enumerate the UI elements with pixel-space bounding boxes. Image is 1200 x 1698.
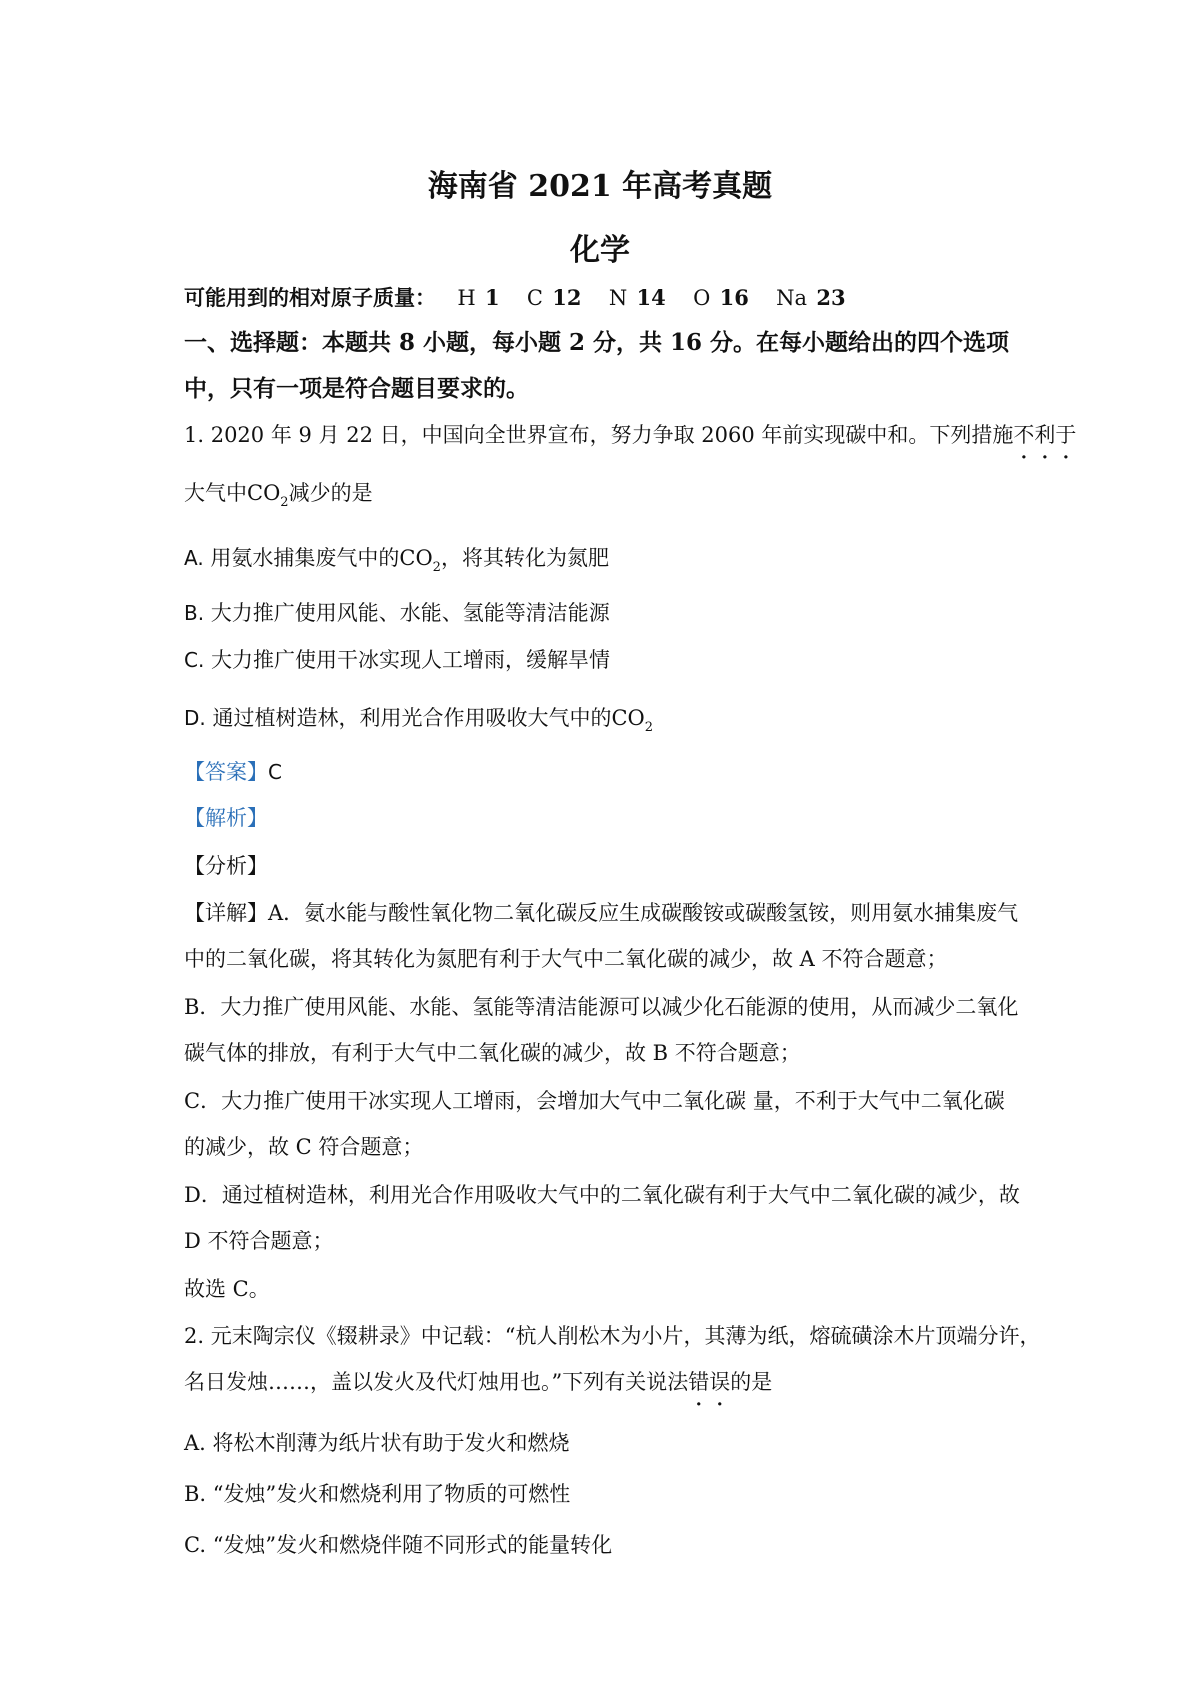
q2-emphasis-char: 误	[709, 1370, 731, 1394]
q2-stem-line2	[184, 1367, 772, 1397]
fenxi-tag: 【分析】	[184, 854, 268, 878]
q1-stem-pre: 大气中	[184, 481, 247, 505]
option-label: B.	[184, 1482, 207, 1506]
option-label: C.	[184, 648, 205, 672]
subject-title: 化学	[570, 233, 630, 268]
option-label: C.	[184, 1533, 206, 1557]
option-text: 大力推广使用干冰实现人工增雨，缓解旱情	[211, 648, 611, 672]
q1-detail-line: 碳气体的排放，有利于大气中二氧化碳的减少，故 B 不符合题意；	[184, 1041, 801, 1065]
element-symbol: H	[457, 286, 476, 310]
element-symbol: N	[608, 286, 628, 310]
q2-stem-line1: 2. 元末陶宗仪《辍耕录》中记载：“杭人削松木为小片，其薄为纸，熔硫磺涂木片顶端分许，	[184, 1324, 1041, 1348]
co2-subscript: 2	[432, 560, 441, 575]
q1-emphasis-char: 于	[1055, 423, 1077, 447]
q1-detail-line: D．通过植树造林，利用光合作用吸收大气中的二氧化碳有利于大气中二氧化碳的减少，故	[184, 1183, 1020, 1207]
q1-stem-line1	[184, 420, 1076, 450]
option-label: A.	[184, 546, 204, 570]
option-text: 通过植树造林，利用光合作用吸收大气中的	[212, 706, 612, 730]
q1-stem-text: 1. 2020 年 9 月 22 日，中国向全世界宣布，努力争取 2060 年前实现碳中和。下列措施	[184, 423, 1014, 447]
option-text: “发烛”发火和燃烧利用了物质的可燃性	[212, 1482, 571, 1506]
q1-emphasis-char: 不	[1013, 423, 1035, 447]
q2-option-a	[184, 1428, 570, 1458]
option-text: 大力推广使用风能、水能、氢能等清洁能源	[210, 601, 610, 625]
element-symbol: Na	[776, 286, 808, 310]
answer-tag: 【答案】	[184, 760, 268, 784]
option-label: B.	[184, 601, 205, 625]
q1-detail-line: 故选 C。	[184, 1277, 270, 1301]
option-label: A.	[184, 1431, 206, 1455]
jiexi-tag: 【解析】	[184, 806, 268, 830]
co2-formula: CO	[247, 481, 281, 505]
q2-option-c	[184, 1530, 612, 1560]
co2-subscript: 2	[644, 720, 654, 735]
q1-stem-line2	[184, 478, 373, 512]
element-mass: 12	[552, 285, 582, 310]
q1-detail-line: C．大力推广使用干冰实现人工增雨，会增加大气中二氧化碳 量，不利于大气中二氧化碳	[184, 1089, 1005, 1113]
option-label: D.	[184, 706, 206, 730]
q1-option-c	[184, 645, 610, 675]
exam-title: 海南省 2021 年高考真题	[427, 169, 773, 204]
q1-detail-line: D 不符合题意；	[184, 1229, 334, 1253]
q2-option-b	[184, 1479, 570, 1509]
option-text: 用氨水捕集废气中的	[210, 546, 400, 570]
q1-stem-post: 减少的是	[288, 481, 373, 505]
section-heading-line2: 中，只有一项是符合题目要求的。	[184, 375, 529, 402]
section-heading-line1: 一、选择题：本题共 8 小题，每小题 2 分，共 16 分。在每小题给出的四个选项	[184, 329, 1010, 356]
q1-emphasis-char: 利	[1034, 423, 1056, 447]
q1-answer-line	[184, 757, 282, 787]
q1-detail-line: 中的二氧化碳，将其转化为氮肥有利于大气中二氧化碳的减少，故 A 不符合题意；	[184, 947, 948, 971]
co2-formula: CO	[399, 546, 433, 570]
element-mass: 16	[719, 285, 749, 310]
atomic-mass-label: 可能用到的相对原子质量：	[184, 285, 436, 310]
co2-formula: CO	[611, 706, 645, 730]
q2-stem-text: 的是	[730, 1370, 773, 1394]
q1-detail-line: 【详解】A．氨水能与酸性氧化物二氧化碳反应生成碳酸铵或碳酸氢铵，则用氨水捕集废气	[184, 901, 1019, 925]
option-text: “发烛”发火和燃烧伴随不同形式的能量转化	[212, 1533, 613, 1557]
answer-value: C	[268, 760, 282, 784]
element-symbol: C	[526, 286, 543, 310]
element-mass: 1	[484, 285, 500, 310]
element-symbol: O	[693, 286, 711, 310]
q1-detail-line: B．大力推广使用风能、水能、氢能等清洁能源可以减少化石能源的使用，从而减少二氧化	[184, 995, 1019, 1019]
q2-emphasis-char: 错	[688, 1370, 710, 1394]
q1-option-b	[184, 598, 610, 628]
q1-option-d	[184, 703, 653, 737]
q1-detail-line: 的减少，故 C 符合题意；	[184, 1135, 424, 1159]
element-mass: 23	[816, 285, 846, 310]
option-text: ，将其转化为氮肥	[440, 546, 609, 570]
atomic-mass-line	[184, 283, 852, 313]
option-text: 将松木削薄为纸片状有助于发火和燃烧	[212, 1431, 570, 1455]
q1-option-a	[184, 543, 609, 577]
q2-stem-text: 名日发烛……，盖以发火及代灯烛用也。”下列有关说法	[184, 1370, 689, 1394]
element-mass: 14	[636, 285, 666, 310]
co2-subscript: 2	[280, 495, 289, 510]
